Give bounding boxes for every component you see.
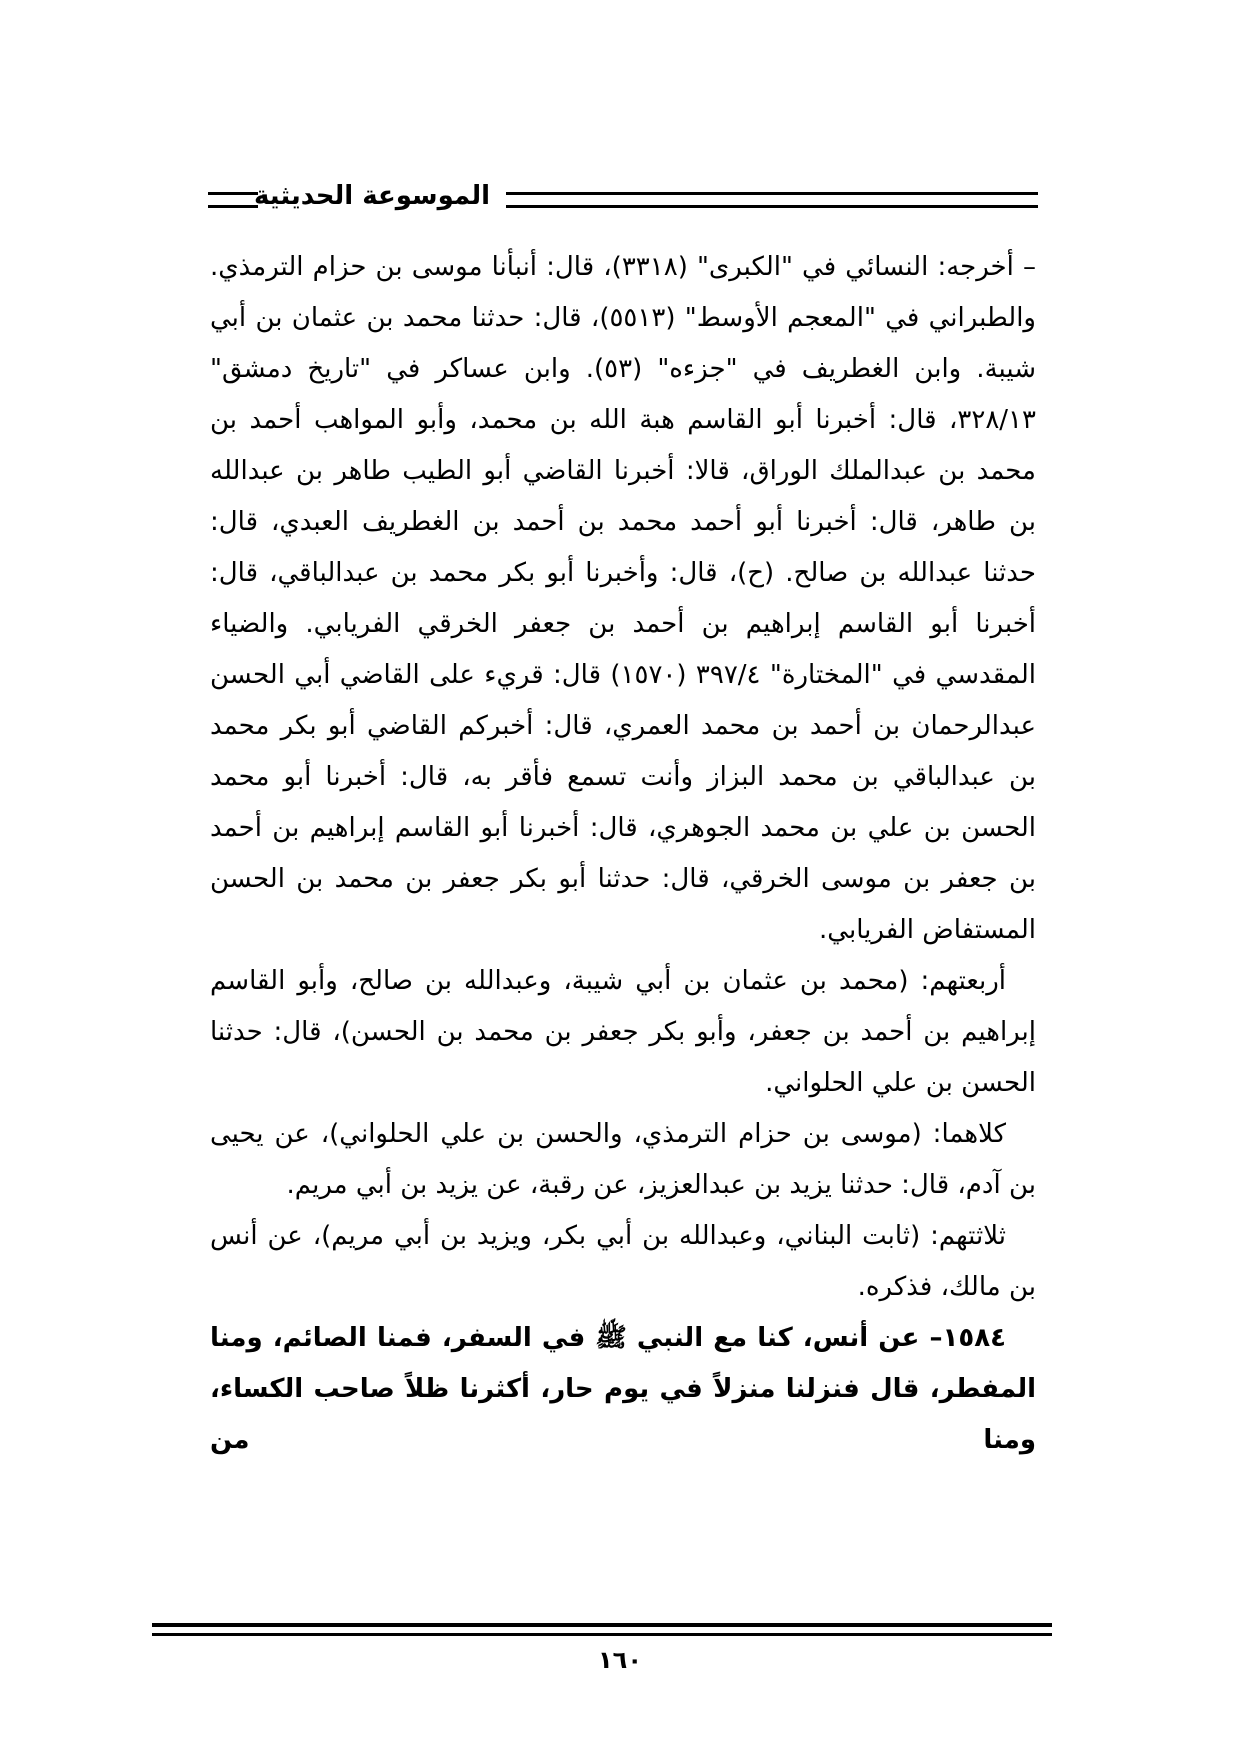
paragraph-takhrij: – أخرجه: النسائي في "الكبرى" (٣٣١٨)، قال: أنبأنا موسى بن حزام الترمذي. والطبراني في "المعجم الأوسط" (٥٥١٣)، قال: حدثنا محمد بن عثمان بن أبي شيبة. وابن الغطريف في "جزءه" (٥٣). وابن عساكر في "تاريخ دمشق" ٣٢٨/١٣، قال: أخبرنا أبو القاسم هبة الله بن محمد، وأبو المواهب أحمد بن محمد بن عبدالملك الوراق، قالا: أخبرنا القاضي أبو الطيب طاهر بن عبدالله بن طاهر، قال: أخبرنا أبو أحمد محمد بن أحمد بن الغطريف العبدي، قال: حدثنا عبدالله بن صالح. (ح)، قال: وأخبرنا أبو بكر محمد بن عبدالباقي، قال: أخبرنا أبو القاسم إبراهيم بن أحمد بن جعفر الخرقي الفريابي. والضياء المقدسي في "المختارة" ٣٩٧/٤ (١٥٧٠) قال: قريء على القاضي أبي الحسن عبدالرحمان بن أحمد بن محمد العمري، قال: أخبركم القاضي أبو بكر محمد بن عبدالباقي بن محمد البزاز وأنت تسمع فأقر به، قال: أخبرنا أبو محمد الحسن بن علي بن محمد الجوهري، قال: أخبرنا أبو القاسم إبراهيم بن أحمد بن جعفر بن موسى الخرقي، قال: حدثنا أبو بكر جعفر بن محمد بن الحسن المستفاض الفريابي. [210, 252, 1036, 945]
paragraph-thalathatuhum: ثلاثتهم: (ثابت البناني، وعبدالله بن أبي بكر، ويزيد بن أبي مريم)، عن أنس بن مالك، فذكره. [210, 1221, 1036, 1302]
page-header [208, 178, 1038, 218]
paragraph-kilahuma: كلاهما: (موسى بن حزام الترمذي، والحسن بن علي الحلواني)، عن يحيى بن آدم، قال: حدثنا يزيد بن عبدالعزيز، عن رقبة، عن يزيد بن أبي مريم. [210, 1119, 1036, 1200]
header-rule-left [208, 192, 258, 208]
page-number: ١٦٠ [598, 1646, 642, 1674]
page-title: الموسوعة الحديثية [253, 181, 490, 211]
paragraph-arbaatuhum: أربعتهم: (محمد بن عثمان بن أبي شيبة، وعبدالله بن صالح، وأبو القاسم إبراهيم بن أحمد بن جعفر، وأبو بكر جعفر بن محمد بن الحسن)، قال: حدثنا الحسن بن علي الحلواني. [210, 966, 1036, 1098]
paragraph-hadith-1584: ١٥٨٤– عن أنس، كنا مع النبي ﷺ في السفر، فمنا الصائم، ومنا المفطر، قال فنزلنا منزلاً في يوم حار، أكثرنا ظلاً صاحب الكساء، ومنا من [210, 1323, 1036, 1455]
page-body [210, 242, 1036, 1466]
footer-rule [152, 1623, 1052, 1636]
header-rule-right [506, 192, 1038, 208]
